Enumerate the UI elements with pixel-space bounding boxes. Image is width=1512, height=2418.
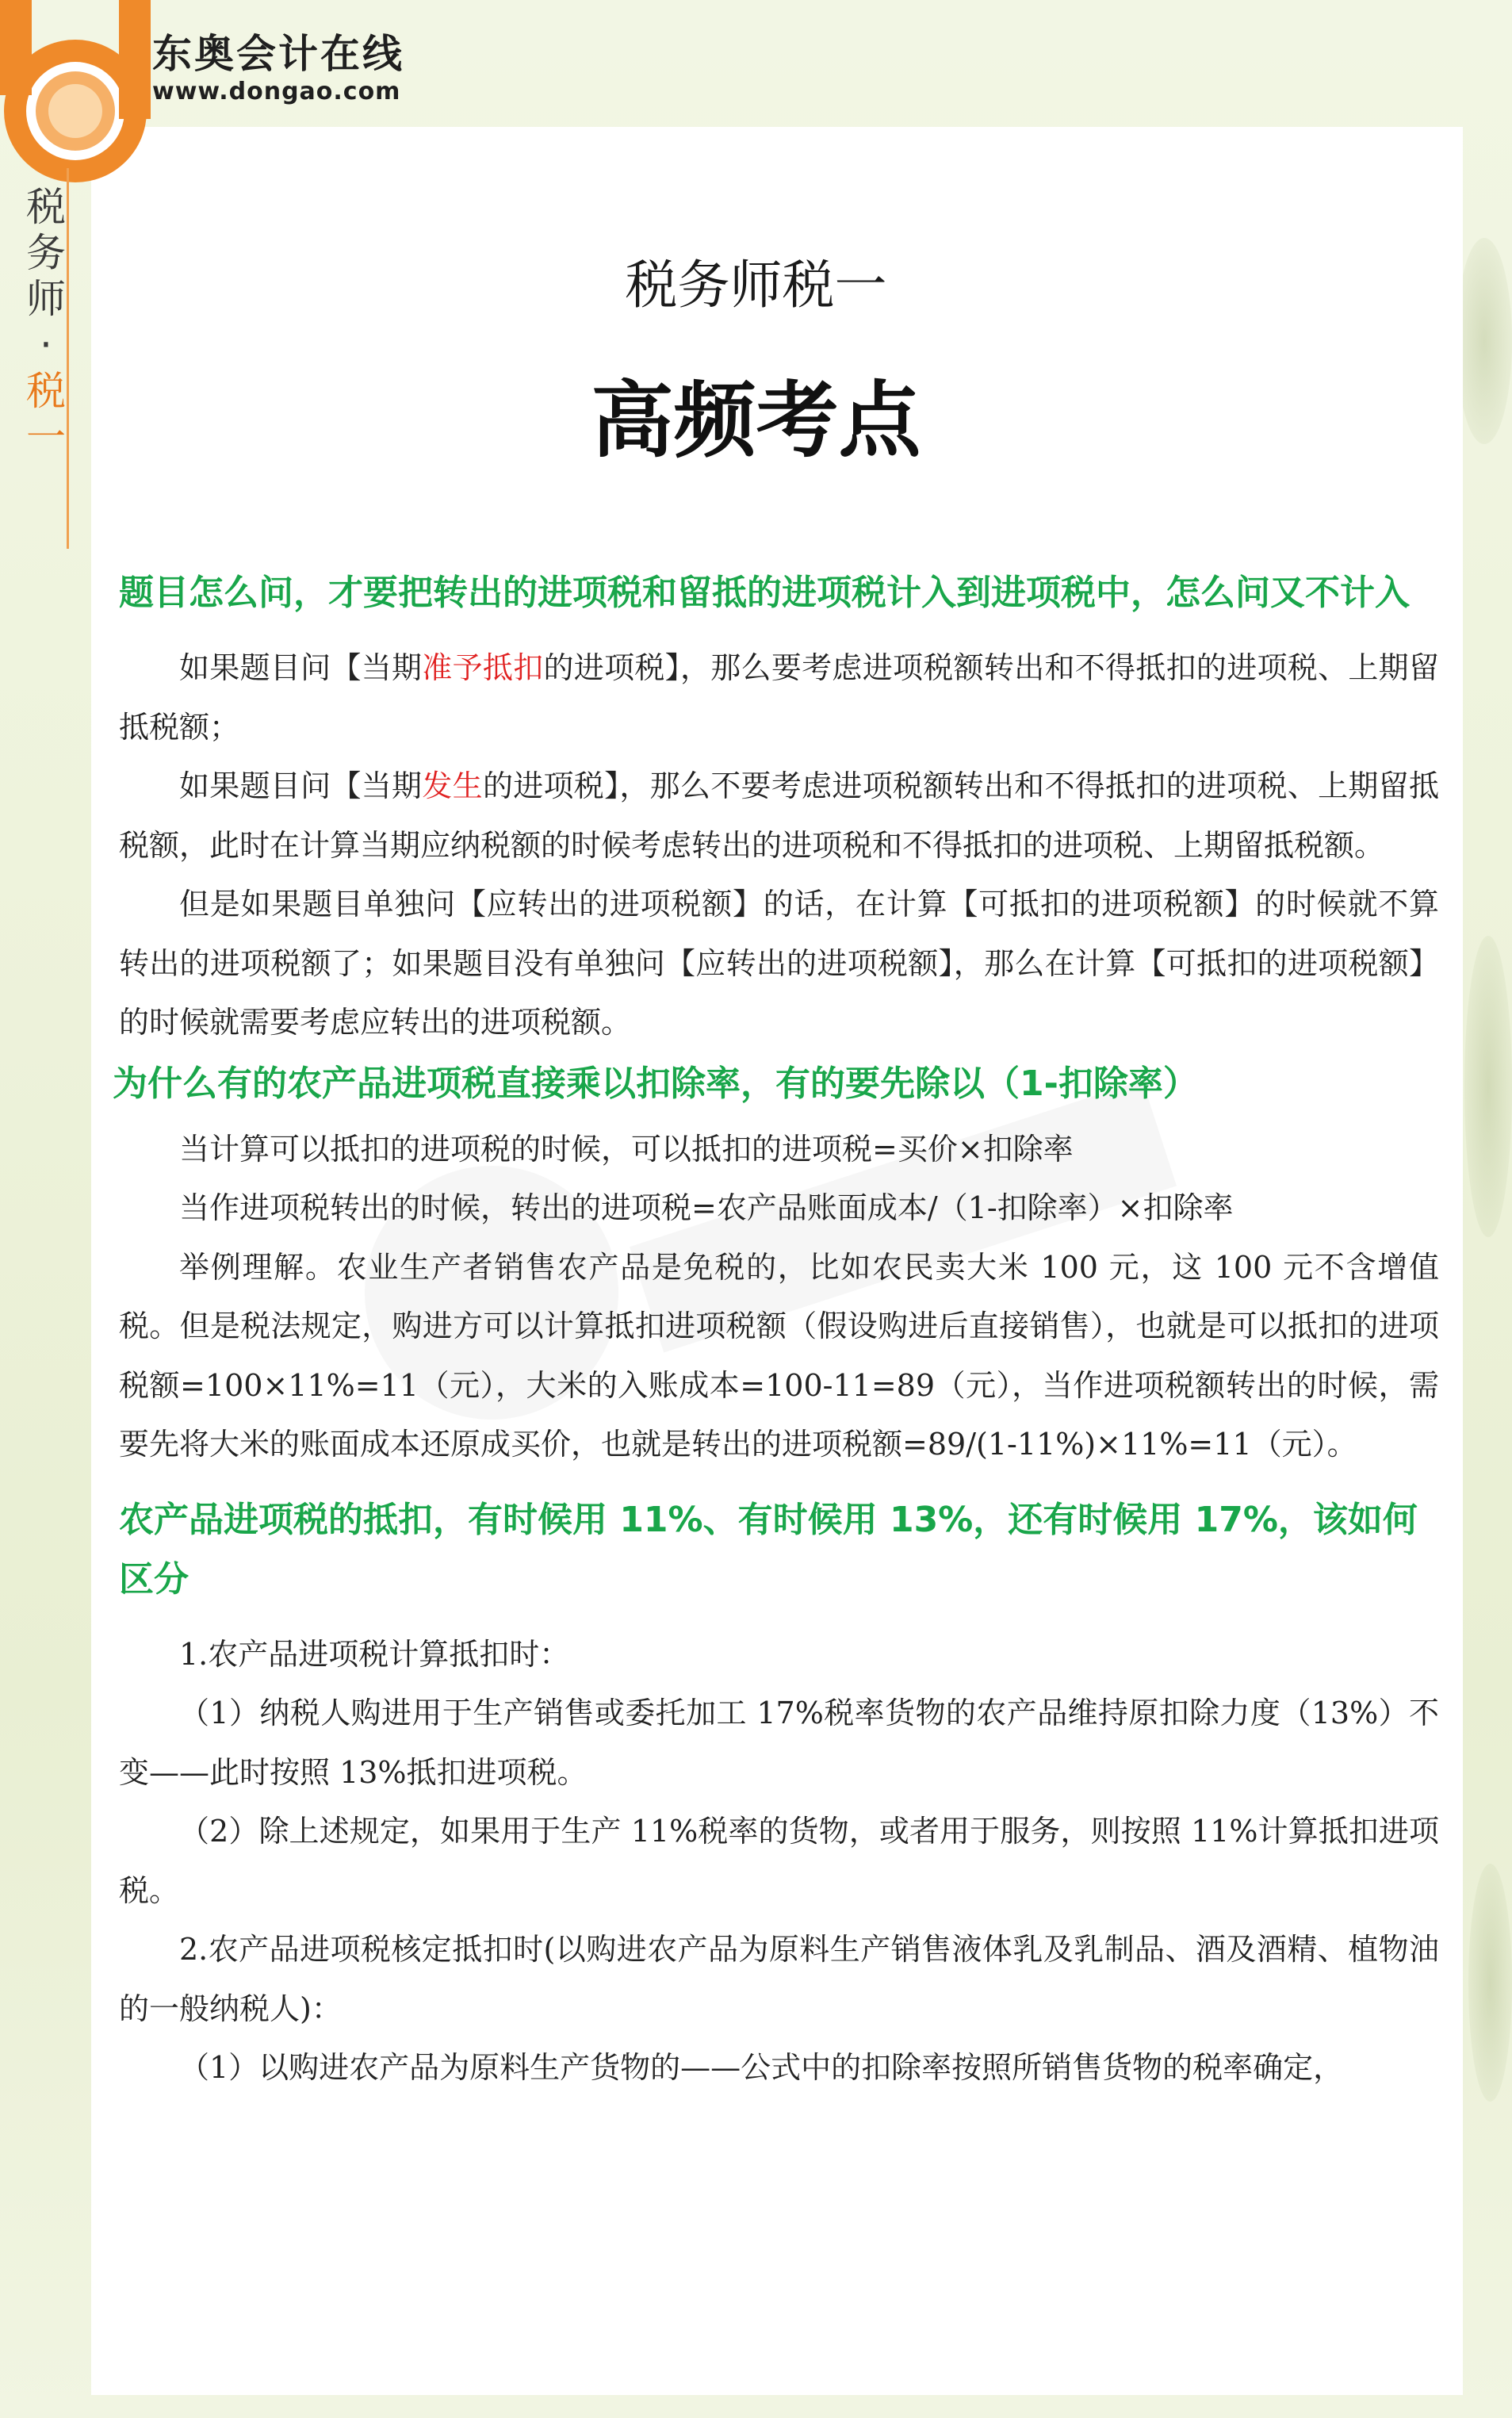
side-label-char: 务: [26, 230, 66, 276]
highlight-text: 发生: [422, 768, 483, 803]
section: [119, 1490, 1439, 2098]
document-content: [113, 563, 1439, 2098]
paragraph: 1.农产品进项税计算抵扣时：: [179, 1636, 570, 1672]
side-label-char: 税: [26, 368, 66, 414]
paragraph-text: 如果题目问【当期: [179, 768, 423, 803]
side-label-char: 一: [26, 414, 66, 460]
logo-url: www.dongao.com: [152, 78, 401, 105]
paragraph: （2）除上述规定，如果用于生产 11%税率的货物，或者用于服务，则按照 11%计算抵扣进项税。: [119, 1814, 1439, 1908]
section-heading: 农产品进项税的抵扣，有时候用 11%、有时候用 13%，还有时候用 17%，该如何区分: [119, 1499, 1418, 1600]
side-label-char: 税: [26, 184, 66, 230]
logo-mark-icon: [0, 0, 151, 182]
section: [119, 563, 1439, 1052]
paragraph: [119, 638, 1439, 757]
logo-name: 东奥会计在线: [152, 31, 404, 77]
section-heading: 为什么有的农产品进项税直接乘以扣除率，有的要先除以（1-扣除率）: [113, 1063, 1198, 1104]
paragraph: 当作进项税转出的时候，转出的进项税=农产品账面成本/（1-扣除率）×扣除率: [179, 1190, 1234, 1225]
side-label-char: ·: [40, 322, 52, 368]
paragraph: （1）纳税人购进用于生产销售或委托加工 17%税率货物的农产品维持原扣除力度（13%）不变——此时按照 13%抵扣进项税。: [119, 1696, 1439, 1790]
section-heading: 题目怎么问，才要把转出的进项税和留抵的进项税计入到进项税中，怎么问又不计入: [119, 573, 1410, 613]
paragraph: （1）以购进农产品为原料生产货物的——公式中的扣除率按照所销售货物的税率确定，: [179, 2050, 1344, 2085]
section: [113, 1054, 1439, 1113]
paragraph: [119, 757, 1439, 875]
background-leaf: [1464, 936, 1512, 1237]
page-title: 高频考点: [591, 372, 921, 469]
paragraph: 2.农产品进项税核定抵扣时(以购进农产品为原料生产销售液体乳及乳制品、酒及酒精、植物油的一般纳税人)：: [119, 1932, 1439, 2026]
background-leaf: [1468, 1864, 1512, 2102]
side-label-char: 师: [26, 276, 66, 322]
paragraph-text: 的进项税】，那么要考虑进项税额转出和不得抵扣的进项税、上期留抵税额；: [119, 650, 1439, 745]
paragraph: 当计算可以抵扣的进项税的时候，可以抵扣的进项税=买价×扣除率: [179, 1131, 1074, 1167]
paragraph-text: 的进项税】，那么不要考虑进项税额转出和不得抵扣的进项税、上期留抵税额，此时在计算当期应纳税额的时候考虑转出的进项税和不得抵扣的进项税、上期留抵税额。: [119, 768, 1439, 863]
logo[interactable]: [0, 0, 444, 159]
highlight-text: 准予抵扣: [422, 650, 544, 685]
page-subtitle: 税务师税一: [625, 255, 887, 316]
paragraph: 举例理解。农业生产者销售农产品是免税的，比如农民卖大米 100 元，这 100 元不含增值税。但是税法规定，购进方可以计算抵扣进项税额（假设购进后直接销售），也就是可以抵扣的进项税额=100×11%=11（元），大米的入账成本=100-11=89（元），当作进项税额转出的时候，需要先将大米的账面成本还原成买价，也就是转出的进项税额=89/(1-11%)×11%=11（元）。: [119, 1249, 1439, 1462]
paragraph-text: 如果题目问【当期: [179, 650, 423, 685]
paragraph: 但是如果题目单独问【应转出的进项税额】的话，在计算【可抵扣的进项税额】的时候就不算转出的进项税额了；如果题目没有单独问【应转出的进项税额】，那么在计算【可抵扣的进项税额】的时候就需要考虑应转出的进项税额。: [119, 887, 1439, 1040]
